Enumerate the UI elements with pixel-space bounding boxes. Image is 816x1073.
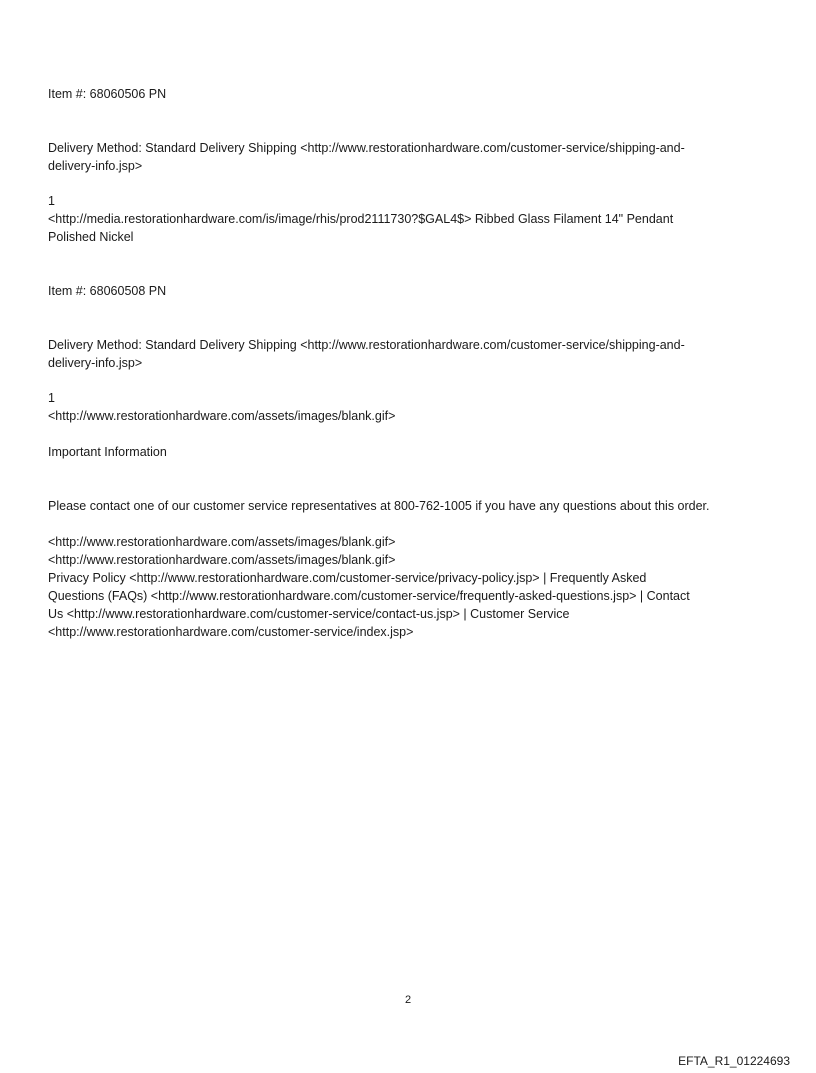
item-number: Item #: 68060506 PN: [48, 87, 167, 101]
delivery-method-line: Delivery Method: Standard Delivery Shipping <http://www.restorationhardware.com/customer-service/shipping-and-: [48, 338, 685, 352]
footer-links-line: Questions (FAQs) <http://www.restorationhardware.com/customer-service/frequently-asked-questions.jsp> | Contact: [48, 589, 690, 603]
delivery-method-line: delivery-info.jsp>: [48, 356, 143, 370]
blank-image-link: <http://www.restorationhardware.com/assets/images/blank.gif>: [48, 409, 396, 423]
bates-number: EFTA_R1_01224693: [678, 1054, 790, 1068]
quantity: 1: [48, 391, 55, 405]
delivery-method-line: delivery-info.jsp>: [48, 159, 143, 173]
item-number: Item #: 68060508 PN: [48, 284, 167, 298]
important-information-heading: Important Information: [48, 445, 167, 459]
product-name: Polished Nickel: [48, 230, 134, 244]
blank-image-link: <http://www.restorationhardware.com/assets/images/blank.gif>: [48, 535, 396, 549]
delivery-method-line: Delivery Method: Standard Delivery Shipping <http://www.restorationhardware.com/customer-service/shipping-and-: [48, 141, 685, 155]
page-number: 2: [404, 994, 412, 1006]
blank-image-link: <http://www.restorationhardware.com/assets/images/blank.gif>: [48, 553, 396, 567]
quantity: 1: [48, 194, 55, 208]
footer-links-line: Privacy Policy <http://www.restorationhardware.com/customer-service/privacy-policy.jsp> | Frequently Asked: [48, 571, 647, 585]
contact-message: Please contact one of our customer service representatives at 800-762-1005 if you have any questions about this order.: [48, 499, 710, 513]
product-image-link: <http://media.restorationhardware.com/is/image/rhis/prod2111730?$GAL4$> Ribbed Glass Filament 14" Pendant: [48, 212, 674, 226]
footer-links-line: <http://www.restorationhardware.com/customer-service/index.jsp>: [48, 625, 414, 639]
footer-links-line: Us <http://www.restorationhardware.com/customer-service/contact-us.jsp> | Customer Service: [48, 607, 570, 621]
